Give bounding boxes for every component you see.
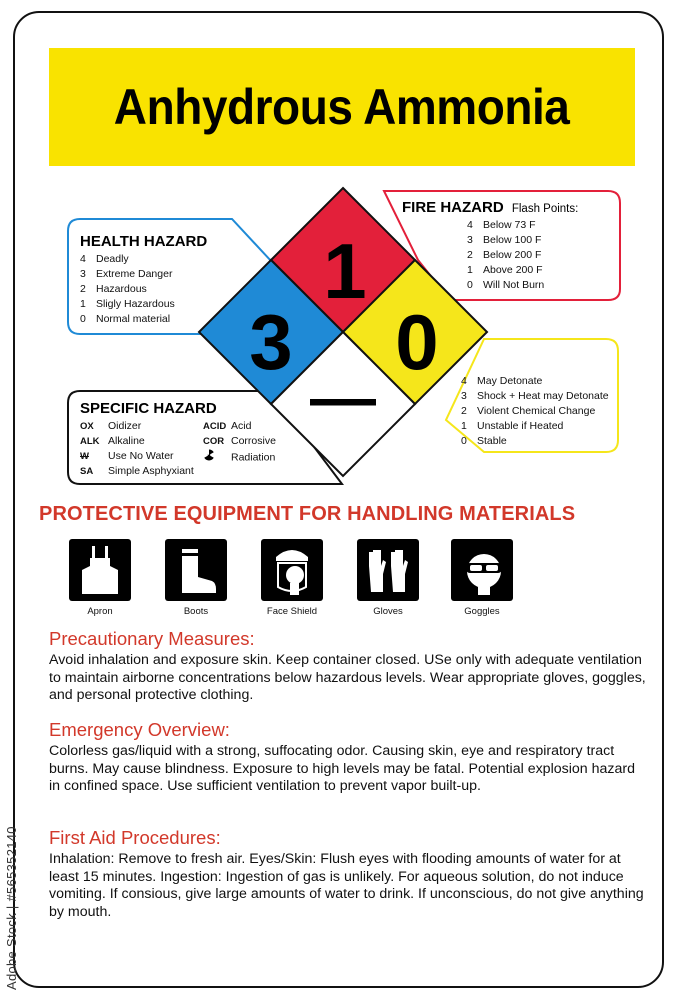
list-item: Radiation — [203, 449, 276, 466]
first-aid-section — [49, 827, 649, 921]
list-item: ACID Acid — [203, 420, 252, 432]
list-item: 2 Violent Chemical Change — [461, 405, 596, 417]
ppe-heading: PROTECTIVE EQUIPMENT FOR HANDLING MATERIALS — [39, 503, 576, 525]
emergency-section — [49, 719, 649, 796]
no-water-symbol: W — [80, 451, 89, 462]
first-aid-body: Inhalation: Remove to fresh air. Eyes/Skin: Flush eyes with flooding amounts of water for at least 15 minutes. Ingestion: Ingestion of gas is unlikely. For aqueous solution, do not induce vomiting. If consious, give large amounts of water to drink. If unconscious, do not give anything by mouth. — [49, 851, 644, 920]
gloves-icon — [357, 539, 419, 601]
specific-hazard-list-right — [203, 419, 276, 479]
page-title: Anhydrous Ammonia — [114, 79, 570, 135]
specific-hazard-title: SPECIFIC HAZARD — [80, 400, 217, 417]
special-rating: — — [310, 360, 376, 434]
ppe-item-gloves: Gloves — [348, 539, 428, 617]
specific-hazard-list-left — [80, 419, 203, 479]
list-item: ALK Alkaline — [80, 435, 145, 447]
list-item: 4 May Detonate — [461, 375, 543, 387]
list-item: 3 Shock + Heat may Detonate — [461, 390, 609, 402]
list-item: SA Simple Asphyxiant — [80, 465, 194, 477]
fire-hazard-subtitle: Flash Points: — [511, 203, 579, 215]
reactivity-list — [461, 374, 609, 449]
apron-icon — [69, 539, 131, 601]
health-hazard-list — [80, 252, 207, 327]
goggles-icon — [451, 539, 513, 601]
precautionary-body: Avoid inhalation and exposure skin. Keep container closed. USe only with adequate ventilation to maintain airborne concentrations below hazardous levels. Wear appropriate gloves, goggles, and personal protective clothing. — [49, 652, 646, 703]
list-item: COR Corrosive — [203, 435, 276, 447]
health-hazard-box — [80, 233, 207, 327]
emergency-title: Emergency Overview: — [49, 719, 230, 740]
ppe-item-face-shield: Face Shield — [252, 539, 332, 617]
list-item: 2 Below 200 F — [467, 249, 542, 261]
ppe-item-goggles: Goggles — [442, 539, 522, 617]
radiation-icon — [203, 449, 231, 466]
health-rating: 3 — [249, 298, 293, 386]
precautionary-section — [49, 628, 649, 705]
emergency-body: Colorless gas/liquid with a strong, suffocating odor. Causing skin, eye and respiratory tract burns. May cause blindness. Exposure to high levels may be fatal. Potential explosion hazard in confined space. Use sufficient ventilation to prevent vapor built-up. — [49, 743, 635, 794]
first-aid-title: First Aid Procedures: — [49, 827, 221, 848]
list-item: 4 Deadly — [80, 253, 129, 265]
list-item: 0 Normal material — [80, 313, 171, 325]
ppe-item-apron: Apron — [60, 539, 140, 617]
list-item: W Use No Water — [80, 450, 174, 462]
list-item: 0 Will Not Burn — [467, 279, 545, 291]
reactivity-box — [461, 374, 609, 449]
list-item: 3 Below 100 F — [467, 234, 542, 246]
boots-icon — [165, 539, 227, 601]
ppe-item-boots: Boots — [156, 539, 236, 617]
fire-hazard-box — [402, 199, 578, 293]
flammability-rating: 1 — [323, 227, 367, 315]
fire-hazard-title: FIRE HAZARD — [402, 199, 504, 216]
precautionary-title: Precautionary Measures: — [49, 628, 255, 649]
stock-id-watermark: Adobe Stock | #565352140 — [4, 826, 19, 990]
specific-hazard-box — [80, 400, 276, 479]
instability-rating: 0 — [395, 298, 439, 386]
face-shield-icon — [261, 539, 323, 601]
health-hazard-title: HEALTH HAZARD — [80, 233, 208, 250]
fire-hazard-list — [467, 218, 578, 293]
list-item: 1 Sligly Hazardous — [80, 298, 175, 310]
list-item: OX Oidizer — [80, 420, 142, 432]
list-item: 4 Below 73 F — [467, 219, 536, 231]
list-item: 1 Unstable if Heated — [461, 420, 564, 432]
list-item: 1 Above 200 F — [467, 264, 543, 276]
list-item: 2 Hazardous — [80, 283, 147, 295]
list-item: 3 Extreme Danger — [80, 268, 173, 280]
list-item: 0 Stable — [461, 435, 507, 447]
